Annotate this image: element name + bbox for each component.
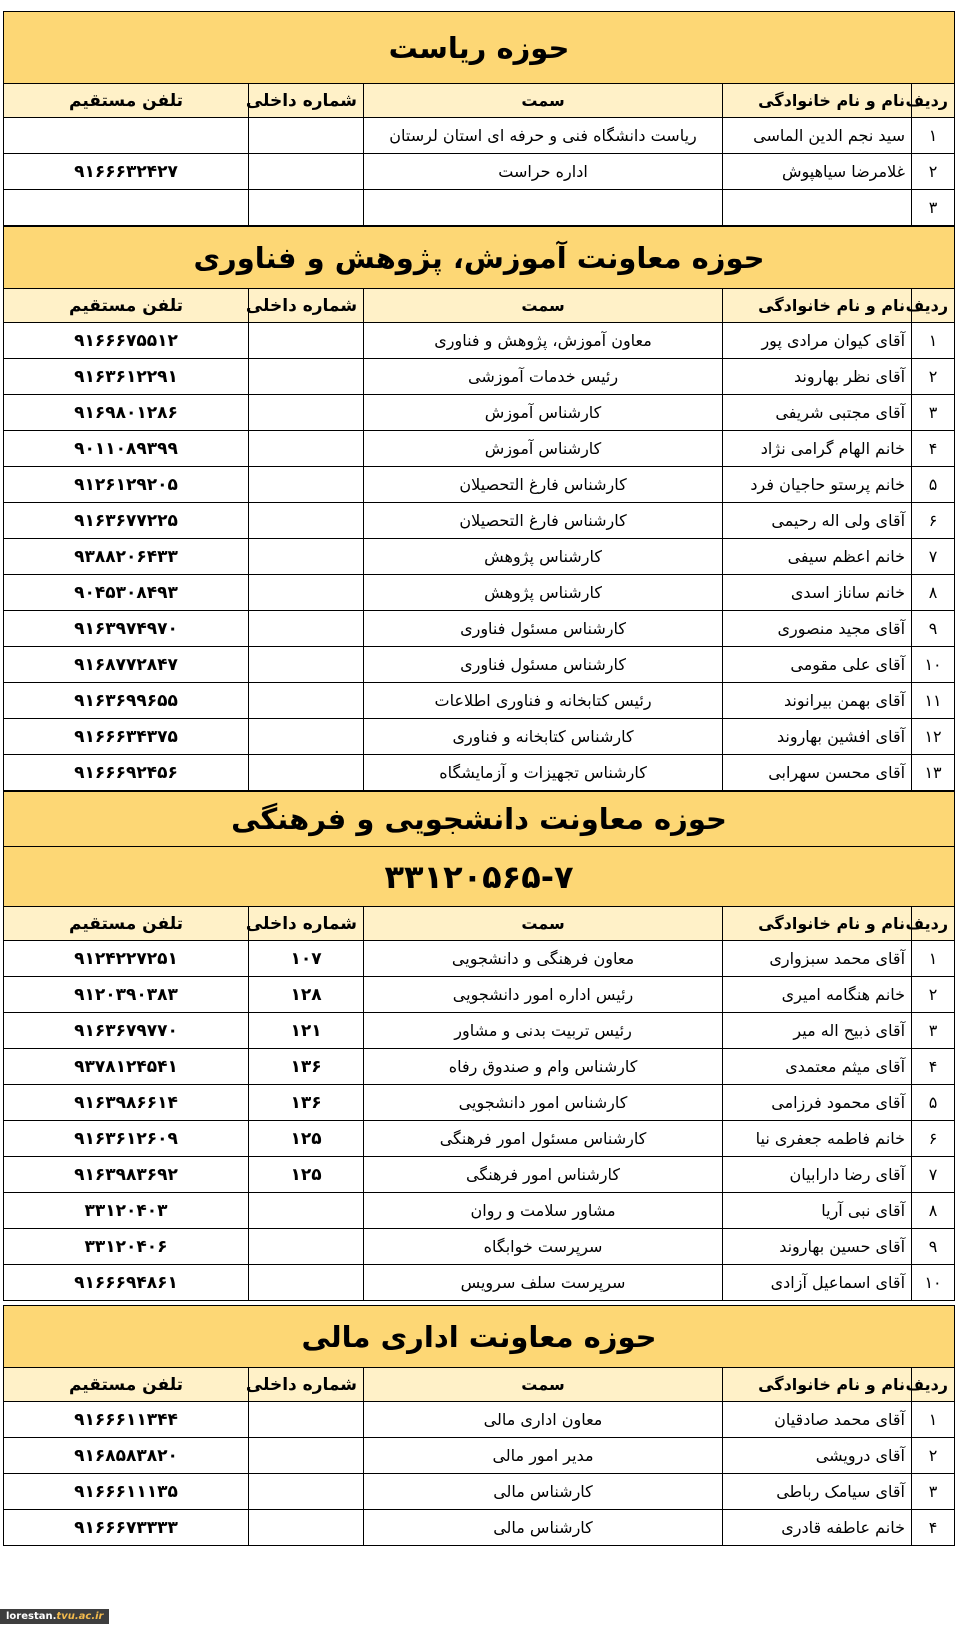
- person-position: کارشناس فارغ التحصیلان: [364, 503, 723, 539]
- direct-phone: ۹۱۶۳۶۷۹۷۷۰: [4, 1013, 249, 1049]
- extension-number: [249, 611, 364, 647]
- extension-number: [249, 1265, 364, 1301]
- person-position: کارشناس فارغ التحصیلان: [364, 467, 723, 503]
- direct-phone: ۹۱۶۶۶۱۱۳۴۴: [4, 1402, 249, 1438]
- header-row: [4, 1368, 955, 1402]
- table-row: [4, 431, 955, 467]
- table-row: [4, 647, 955, 683]
- row-number: ۴: [912, 1510, 955, 1546]
- header-row: [4, 289, 955, 323]
- row-number: ۸: [912, 575, 955, 611]
- person-name: آقای مجتبی شریفی: [723, 395, 912, 431]
- extension-number: [249, 1510, 364, 1546]
- row-number: ۵: [912, 467, 955, 503]
- header-row-number: ردیف: [912, 84, 955, 118]
- person-position: کارشناس کتابخانه و فناوری: [364, 719, 723, 755]
- table-row: [4, 1510, 955, 1546]
- header-extension: شماره داخلی: [249, 84, 364, 118]
- person-position: کارشناس مسئول فناوری: [364, 611, 723, 647]
- extension-number: [249, 719, 364, 755]
- row-number: ۲: [912, 154, 955, 190]
- direct-phone: ۹۱۶۳۹۸۳۶۹۲: [4, 1157, 249, 1193]
- person-name: خانم پرستو حاجیان فرد: [723, 467, 912, 503]
- direct-phone: ۹۰۱۱۰۸۹۳۹۹: [4, 431, 249, 467]
- direct-phone: ۹۱۶۸۷۷۲۸۴۷: [4, 647, 249, 683]
- section-title: حوزه معاونت اداری مالی: [4, 1306, 955, 1368]
- extension-number: ۱۲۱: [249, 1013, 364, 1049]
- person-position: کارشناس مالی: [364, 1474, 723, 1510]
- direct-phone: ۹۱۶۹۸۰۱۲۸۶: [4, 395, 249, 431]
- row-number: ۱: [912, 118, 955, 154]
- person-name: آقای کیوان مرادی پور: [723, 323, 912, 359]
- header-extension: شماره داخلی: [249, 289, 364, 323]
- person-position: رئیس خدمات آموزشی: [364, 359, 723, 395]
- direct-phone: ۹۱۶۳۹۷۴۹۷۰: [4, 611, 249, 647]
- header-position: سمت: [364, 289, 723, 323]
- table-row: [4, 503, 955, 539]
- direct-phone: [4, 190, 249, 226]
- row-number: ۱۰: [912, 647, 955, 683]
- person-position: کارشناس پژوهش: [364, 539, 723, 575]
- person-name: آقای محمود فرزامی: [723, 1085, 912, 1121]
- extension-number: [249, 647, 364, 683]
- section-table: [3, 1305, 955, 1546]
- section-title: حوزه ریاست: [4, 12, 955, 84]
- extension-number: ۱۳۶: [249, 1085, 364, 1121]
- header-row-number: ردیف: [912, 289, 955, 323]
- extension-number: [249, 1193, 364, 1229]
- person-position: سرپرست سلف سرویس: [364, 1265, 723, 1301]
- direct-phone: ۳۳۱۲۰۴۰۳: [4, 1193, 249, 1229]
- row-number: ۲: [912, 1438, 955, 1474]
- table-row: [4, 719, 955, 755]
- person-position: معاون فرهنگی و دانشجویی: [364, 941, 723, 977]
- extension-number: ۱۲۵: [249, 1121, 364, 1157]
- header-position: سمت: [364, 1368, 723, 1402]
- extension-number: [249, 503, 364, 539]
- table-row: [4, 1402, 955, 1438]
- section-title: حوزه معاونت دانشجویی و فرهنگی: [4, 792, 955, 847]
- row-number: ۹: [912, 1229, 955, 1265]
- header-row: [4, 84, 955, 118]
- table-row: [4, 1013, 955, 1049]
- person-position: کارشناس آموزش: [364, 431, 723, 467]
- person-name: آقای رضا دارابیان: [723, 1157, 912, 1193]
- header-phone: تلفن مستقیم: [4, 289, 249, 323]
- header-name: نام و نام خانوادگی: [723, 289, 912, 323]
- person-name: آقای محمد سبزواری: [723, 941, 912, 977]
- direct-phone: ۹۱۶۶۶۷۵۵۱۲: [4, 323, 249, 359]
- extension-number: [249, 575, 364, 611]
- row-number: ۳: [912, 1474, 955, 1510]
- person-position: کارشناس تجهیزات و آزمایشگاه: [364, 755, 723, 791]
- person-name: خانم اعظم سیفی: [723, 539, 912, 575]
- person-position: کارشناس امور دانشجویی: [364, 1085, 723, 1121]
- row-number: ۳: [912, 1013, 955, 1049]
- section-phone: ۳۳۱۲۰۵۶۵-۷: [4, 847, 955, 907]
- direct-phone: ۹۱۶۳۶۷۷۲۲۵: [4, 503, 249, 539]
- direct-phone: ۳۳۱۲۰۴۰۶: [4, 1229, 249, 1265]
- person-name: آقای علی مقومی: [723, 647, 912, 683]
- person-position: رئیس کتابخانه و فناوری اطلاعات: [364, 683, 723, 719]
- extension-number: [249, 683, 364, 719]
- row-number: ۶: [912, 503, 955, 539]
- person-name: خانم هنگامه امیری: [723, 977, 912, 1013]
- direct-phone: ۹۱۶۶۶۳۲۴۲۷: [4, 154, 249, 190]
- row-number: ۳: [912, 395, 955, 431]
- row-number: ۱۲: [912, 719, 955, 755]
- table-row: [4, 611, 955, 647]
- person-name: خانم فاطمه جعفری نیا: [723, 1121, 912, 1157]
- table-row: [4, 1474, 955, 1510]
- person-position: کارشناس مسئول فناوری: [364, 647, 723, 683]
- extension-number: ۱۳۶: [249, 1049, 364, 1085]
- person-name: [723, 190, 912, 226]
- direct-phone: ۹۱۶۳۶۱۲۶۰۹: [4, 1121, 249, 1157]
- direct-phone: ۹۱۶۶۶۳۴۳۷۵: [4, 719, 249, 755]
- table-row: [4, 154, 955, 190]
- person-name: خانم عاطفه قادری: [723, 1510, 912, 1546]
- person-position: معاون آموزش، پژوهش و فناوری: [364, 323, 723, 359]
- person-name: آقای حسین بهاروند: [723, 1229, 912, 1265]
- direct-phone: [4, 118, 249, 154]
- extension-number: [249, 1474, 364, 1510]
- table-row: [4, 1049, 955, 1085]
- person-name: خانم الهام گرامی نژاد: [723, 431, 912, 467]
- table-row: [4, 1193, 955, 1229]
- person-position: کارشناس مالی: [364, 1510, 723, 1546]
- section-table: [3, 791, 955, 1301]
- row-number: ۱۱: [912, 683, 955, 719]
- header-name: نام و نام خانوادگی: [723, 907, 912, 941]
- extension-number: ۱۰۷: [249, 941, 364, 977]
- row-number: ۵: [912, 1085, 955, 1121]
- table-row: [4, 323, 955, 359]
- section-table: [3, 226, 955, 791]
- person-name: غلامرضا سیاهپوش: [723, 154, 912, 190]
- row-number: ۷: [912, 539, 955, 575]
- phone-directory: [3, 11, 954, 1546]
- person-position: رئیس تربیت بدنی و مشاور: [364, 1013, 723, 1049]
- row-number: ۲: [912, 977, 955, 1013]
- table-row: [4, 118, 955, 154]
- header-row-number: ردیف: [912, 1368, 955, 1402]
- direct-phone: ۹۱۲۰۳۹۰۳۸۳: [4, 977, 249, 1013]
- table-row: [4, 1438, 955, 1474]
- row-number: ۸: [912, 1193, 955, 1229]
- table-row: [4, 539, 955, 575]
- row-number: ۴: [912, 1049, 955, 1085]
- extension-number: [249, 1402, 364, 1438]
- row-number: ۹: [912, 611, 955, 647]
- table-row: [4, 755, 955, 791]
- table-row: [4, 977, 955, 1013]
- header-position: سمت: [364, 84, 723, 118]
- extension-number: ۱۲۵: [249, 1157, 364, 1193]
- section-table: [3, 11, 955, 226]
- table-row: [4, 1121, 955, 1157]
- person-name: آقای بهمن بیرانوند: [723, 683, 912, 719]
- header-row-number: ردیف: [912, 907, 955, 941]
- direct-phone: ۹۱۲۴۲۲۷۲۵۱: [4, 941, 249, 977]
- direct-phone: ۹۱۶۶۶۷۳۳۳۳: [4, 1510, 249, 1546]
- direct-phone: ۹۰۴۵۳۰۸۴۹۳: [4, 575, 249, 611]
- header-name: نام و نام خانوادگی: [723, 84, 912, 118]
- row-number: ۷: [912, 1157, 955, 1193]
- extension-number: [249, 190, 364, 226]
- site-watermark: lorestan.tvu.ac.ir: [0, 1609, 109, 1624]
- person-name: آقای نظر بهاروند: [723, 359, 912, 395]
- person-name: آقای سیامک رباطی: [723, 1474, 912, 1510]
- extension-number: [249, 755, 364, 791]
- direct-phone: ۹۱۶۶۶۹۴۸۶۱: [4, 1265, 249, 1301]
- section-title: حوزه معاونت آموزش، پژوهش و فناوری: [4, 227, 955, 289]
- direct-phone: ۹۱۶۶۶۹۲۴۵۶: [4, 755, 249, 791]
- header-phone: تلفن مستقیم: [4, 1368, 249, 1402]
- row-number: ۱: [912, 1402, 955, 1438]
- header-phone: تلفن مستقیم: [4, 84, 249, 118]
- person-position: کارشناس وام و صندوق رفاه: [364, 1049, 723, 1085]
- person-position: کارشناس امور فرهنگی: [364, 1157, 723, 1193]
- row-number: ۴: [912, 431, 955, 467]
- header-extension: شماره داخلی: [249, 907, 364, 941]
- table-row: [4, 575, 955, 611]
- direct-phone: ۹۱۶۳۶۱۲۲۹۱: [4, 359, 249, 395]
- extension-number: [249, 154, 364, 190]
- person-name: آقای محسن سهرابی: [723, 755, 912, 791]
- person-name: آقای مجید منصوری: [723, 611, 912, 647]
- person-position: سرپرست خوابگاه: [364, 1229, 723, 1265]
- person-name: آقای محمد صادقیان: [723, 1402, 912, 1438]
- row-number: ۲: [912, 359, 955, 395]
- extension-number: [249, 1438, 364, 1474]
- direct-phone: ۹۱۲۶۱۲۹۲۰۵: [4, 467, 249, 503]
- direct-phone: ۹۱۶۶۶۱۱۱۳۵: [4, 1474, 249, 1510]
- direct-phone: ۹۳۸۸۲۰۶۴۳۳: [4, 539, 249, 575]
- header-position: سمت: [364, 907, 723, 941]
- person-name: سید نجم الدین الماسی: [723, 118, 912, 154]
- person-name: خانم ساناز اسدی: [723, 575, 912, 611]
- extension-number: ۱۲۸: [249, 977, 364, 1013]
- direct-phone: ۹۱۶۳۹۸۶۶۱۴: [4, 1085, 249, 1121]
- person-position: کارشناس مسئول امور فرهنگی: [364, 1121, 723, 1157]
- person-position: [364, 190, 723, 226]
- person-position: کارشناس پژوهش: [364, 575, 723, 611]
- extension-number: [249, 431, 364, 467]
- direct-phone: ۹۳۷۸۱۲۴۵۴۱: [4, 1049, 249, 1085]
- person-position: مشاور سلامت و روان: [364, 1193, 723, 1229]
- person-name: آقای درویشی: [723, 1438, 912, 1474]
- table-row: [4, 1229, 955, 1265]
- row-number: ۶: [912, 1121, 955, 1157]
- extension-number: [249, 359, 364, 395]
- direct-phone: ۹۱۶۳۶۹۹۶۵۵: [4, 683, 249, 719]
- person-name: آقای نبی آریا: [723, 1193, 912, 1229]
- person-position: رئیس اداره امور دانشجویی: [364, 977, 723, 1013]
- header-name: نام و نام خانوادگی: [723, 1368, 912, 1402]
- person-name: آقای ولی اله رحیمی: [723, 503, 912, 539]
- table-row: [4, 941, 955, 977]
- table-row: [4, 1157, 955, 1193]
- row-number: ۱۳: [912, 755, 955, 791]
- row-number: ۳: [912, 190, 955, 226]
- header-extension: شماره داخلی: [249, 1368, 364, 1402]
- direct-phone: ۹۱۶۸۵۸۳۸۲۰: [4, 1438, 249, 1474]
- header-phone: تلفن مستقیم: [4, 907, 249, 941]
- extension-number: [249, 539, 364, 575]
- person-position: اداره حراست: [364, 154, 723, 190]
- table-row: [4, 1265, 955, 1301]
- row-number: ۱۰: [912, 1265, 955, 1301]
- extension-number: [249, 118, 364, 154]
- table-row: [4, 395, 955, 431]
- table-row: [4, 683, 955, 719]
- row-number: ۱: [912, 323, 955, 359]
- person-position: کارشناس آموزش: [364, 395, 723, 431]
- person-name: آقای ذبیح اله میر: [723, 1013, 912, 1049]
- person-position: ریاست دانشگاه فنی و حرفه ای استان لرستان: [364, 118, 723, 154]
- person-name: آقای افشین بهاروند: [723, 719, 912, 755]
- person-position: مدیر امور مالی: [364, 1438, 723, 1474]
- extension-number: [249, 323, 364, 359]
- header-row: [4, 907, 955, 941]
- extension-number: [249, 1229, 364, 1265]
- person-name: آقای اسماعیل آزادی: [723, 1265, 912, 1301]
- extension-number: [249, 467, 364, 503]
- table-row: [4, 1085, 955, 1121]
- row-number: ۱: [912, 941, 955, 977]
- extension-number: [249, 395, 364, 431]
- table-row: [4, 467, 955, 503]
- table-row: [4, 190, 955, 226]
- person-position: معاون اداری مالی: [364, 1402, 723, 1438]
- table-row: [4, 359, 955, 395]
- person-name: آقای میثم معتمدی: [723, 1049, 912, 1085]
